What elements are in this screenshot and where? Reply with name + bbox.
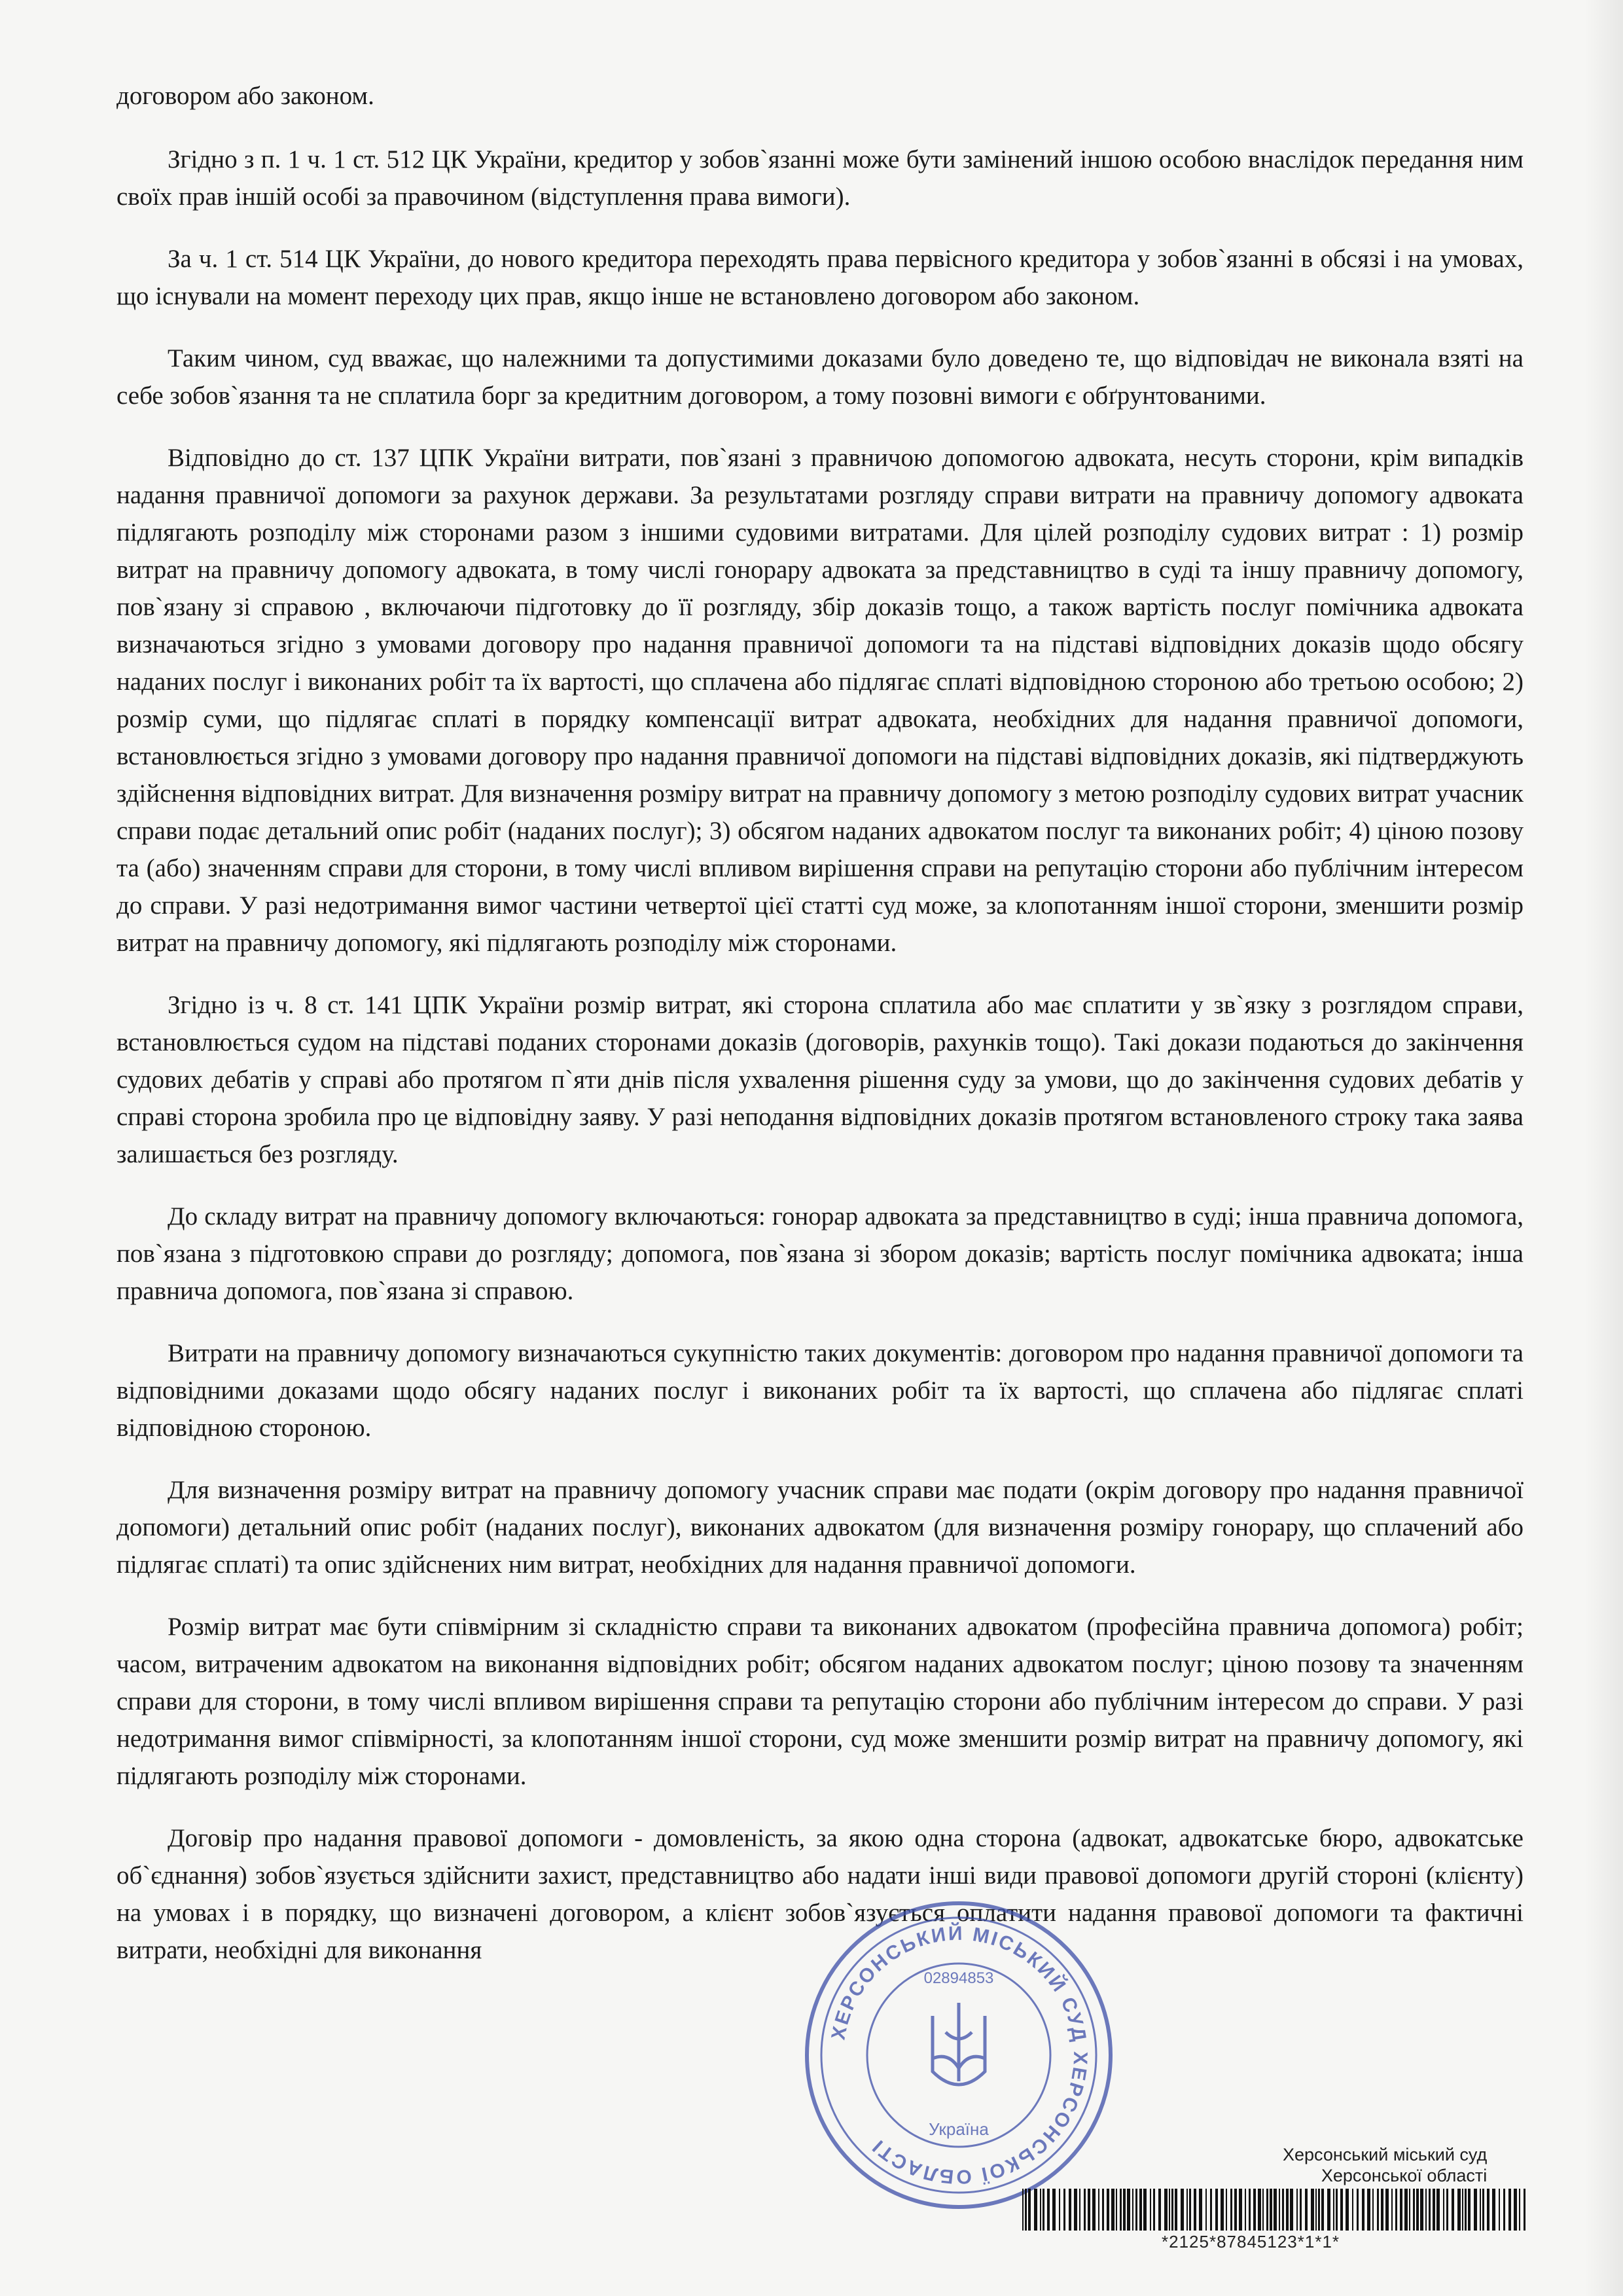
paragraph-11: Договір про надання правової допомоги - домовленість, за якою одна сторона (адвокат, адвокатське бюро, адвокатське об`єднання) зобов`язується здійснити захист, представництво або надати інші види правової допомоги другій стороні (клієнту) на умовах і в порядку, що визначені договором, а клієнт зобов`язується оплатити надання правової допомоги та фактичні витрати, необхідні для виконання: [116, 1824, 1524, 1964]
document-body: [116, 77, 1524, 1991]
svg-text:02894853: 02894853: [923, 1969, 994, 1987]
paragraph-4: Таким чином, суд вважає, що належними та допустимими доказами було доведено те, що відповідач не виконала взяті на себе зобов`язання та не сплатила борг за кредитним договором, а тому позовні вимоги є обґрунтованими.: [116, 344, 1524, 410]
scan-edge-shadow: [1584, 0, 1623, 2296]
paragraph-10: Розмір витрат має бути співмірним зі складністю справи та виконаних адвокатом (професійна правнича допомога) робіт; часом, витраченим адвокатом на виконання відповідних робіт; обсягом наданих адвокатом послуг; ціною позову та значенням справи для сторони, в тому числі впливом вирішення справи та репутацію сторони або публічним інтересом до справи. У разі недотримання вимог співмірності, за клопотанням іншої сторони, суд може зменшити розмір витрат на правничу допомогу, які підлягають розподілу між сторонами.: [116, 1613, 1524, 1790]
court-name: Херсонський міський суд: [1283, 2145, 1488, 2164]
svg-text:ХЕРСОНСЬКИЙ МІСЬКИЙ СУД ХЕРСОН: ХЕРСОНСЬКИЙ МІСЬКИЙ СУД ХЕРСОНСЬКОЇ ОБЛАСТІ: [827, 1922, 1092, 2188]
court-region: Херсонської області: [1321, 2166, 1488, 2185]
paragraph-9: Для визначення розміру витрат на правничу допомогу учасник справи має подати (окрім договору про надання правничої допомоги) детальний опис робіт (наданих послуг), виконаних адвокатом (для визначення розміру гонорару, що сплачений або підлягає сплаті) та опис здійснених ним витрат, необхідних для надання правничої допомоги.: [116, 1476, 1524, 1579]
svg-text:Україна: Україна: [929, 2119, 989, 2139]
barcode-caption: *2125*87845123*1*1*: [1162, 2232, 1340, 2251]
barcode-icon: [1022, 2189, 1529, 2231]
paragraph-1: договором або законом.: [116, 82, 374, 110]
paragraph-8: Витрати на правничу допомогу визначаються сукупністю таких документів: договором про надання правничої допомоги та відповідними доказами щодо обсягу наданих послуг і виконаних робіт та їх вартості, що сплачена або підлягає сплаті відповідною стороною.: [116, 1339, 1524, 1442]
paragraph-5: Відповідно до ст. 137 ЦПК України витрати, пов`язані з правничою допомогою адвоката, несуть сторони, крім випадків надання правничої допомоги за рахунок держави. За результатами розгляду справи витрати на правничу допомогу адвоката підлягають розподілу між сторонами разом з іншими судовими витратами. Для цілей розподілу судових витрат : 1) розмір витрат на правничу допомогу адвоката, в тому числі гонорару адвоката за представництво в суді та іншу правничу допомогу, пов`язану зі справою , включаючи підготовку до її розгляду, збір доказів тощо, а також вартість послуг помічника адвоката визначаються згідно з умовами договору про надання правничої допомоги та на підставі відповідних доказів щодо обсягу наданих послуг і виконаних робіт та їх вартості, що сплачена або підлягає сплаті відповідною стороною або третьою особою; 2) розмір суми, що підлягає сплаті в порядку компенсації витрат адвоката, необхідних для надання правничої допомоги, встановлюється згідно з умовами договору про надання правничої допомоги на підставі відповідних доказів, які підтверджують здійснення відповідних витрат. Для визначення розміру витрат на правничу допомогу з метою розподілу судових витрат учасник справи подає детальний опис робіт (наданих послуг); 3) обсягом наданих адвокатом послуг та виконаних робіт; 4) ціною позову та (або) значенням справи для сторони, в тому числі впливом вирішення справи на репутацію сторони або публічним інтересом до справи. У разі недотримання вимог частини четвертої цієї статті суд може, за клопотанням іншої сторони, зменшити розмір витрат на правничу допомогу, які підлягають розподілу між сторонами.: [116, 444, 1524, 957]
paragraph-7: До складу витрат на правничу допомогу включаються: гонорар адвоката за представництво в суді; інша правнича допомога, пов`язана з підготовкою справи до розгляду; допомога, пов`язана зі збором доказів; вартість послуг помічника адвоката; інша правнича допомога, пов`язана зі справою.: [116, 1202, 1524, 1305]
paragraph-6: Згідно із ч. 8 ст. 141 ЦПК України розмір витрат, які сторона сплатила або має сплатити у зв`язку з розглядом справи, встановлюється судом на підставі поданих сторонами доказів (договорів, рахунків тощо). Такі докази подаються до закінчення судових дебатів у справі або протягом п`яти днів після ухвалення рішення суду за умови, що до закінчення судових дебатів у справі сторона зробила про це відповідну заяву. У разі неподання відповідних доказів протягом встановленого строку така заява залишається без розгляду.: [116, 991, 1524, 1168]
paragraph-2: Згідно з п. 1 ч. 1 ст. 512 ЦК України, кредитор у зобов`язанні може бути замінений іншою особою внаслідок передання ним своїх прав іншій особі за правочином (відступлення права вимоги).: [116, 145, 1524, 211]
court-stamp: [1283, 2144, 1487, 2186]
paragraph-3: За ч. 1 ст. 514 ЦК України, до нового кредитора переходять права первісного кредитора у зобов`язанні в обсязі і на умовах, що існували на момент переходу цих прав, якщо інше не встановлено договором або законом.: [116, 245, 1524, 310]
